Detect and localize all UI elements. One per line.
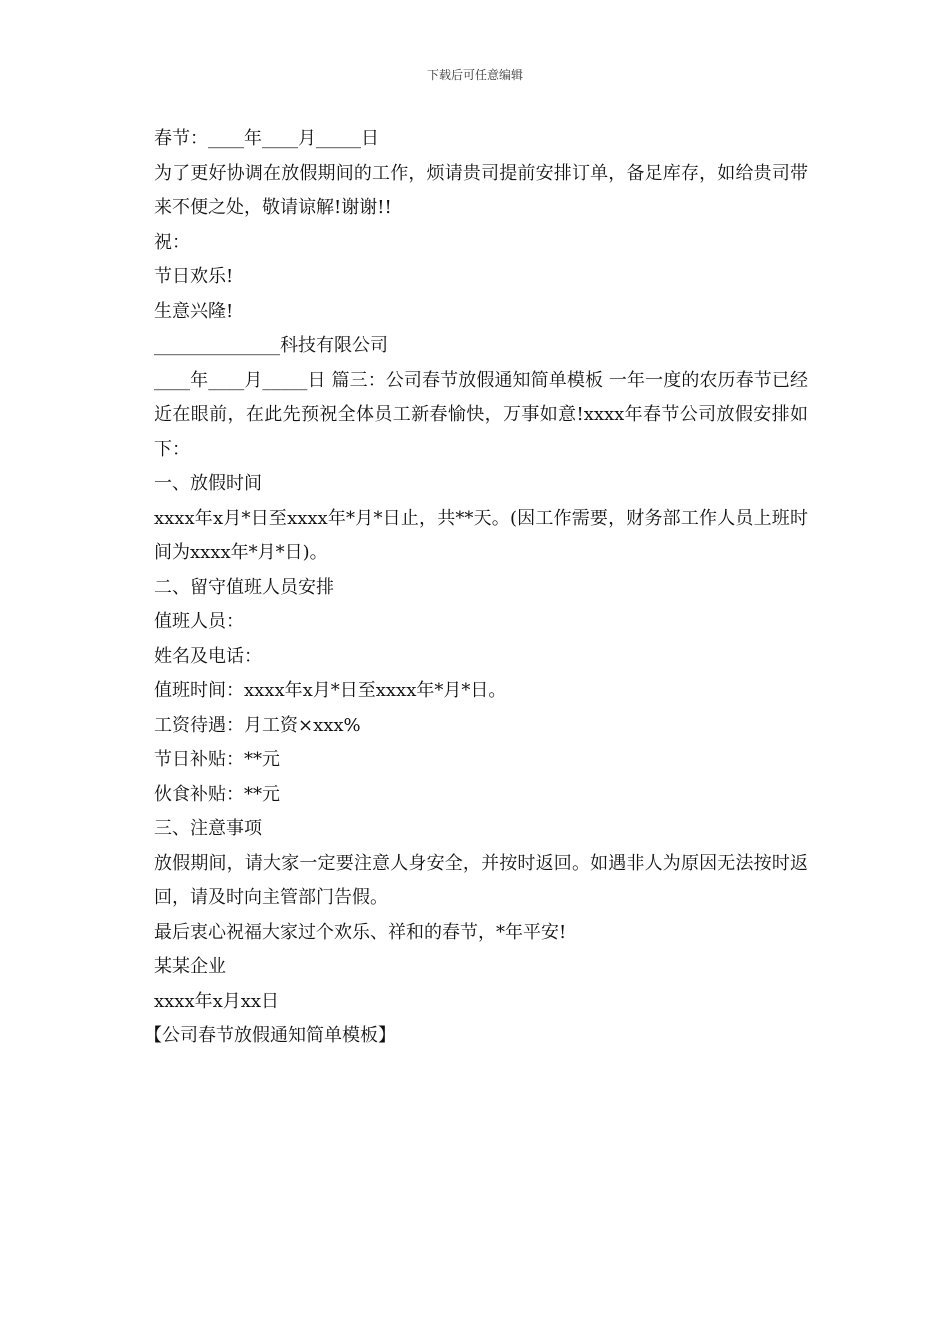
name-phone-line: 姓名及电话： <box>154 645 262 667</box>
salary-line: 工资待遇：月工资×xxx% <box>154 714 361 736</box>
signature-date: xxxx年x月xx日 <box>154 990 280 1012</box>
coordination-paragraph: 为了更好协调在放假期间的工作，烦请贵司提前安排订单，备足库存，如给贵司带来不便之处，敬请谅解!谢谢!! <box>154 162 808 218</box>
holiday-time-paragraph: xxxx年x月*日至xxxx年*月*日止，共**天。(因工作需要，财务部工作人员上班时间为xxxx年*月*日)。 <box>154 507 808 563</box>
section-heading-duty-staff: 二、留守值班人员安排 <box>154 576 334 598</box>
section-heading-notes: 三、注意事项 <box>154 818 262 839</box>
section-heading-holiday-time: 一、放假时间 <box>154 473 262 494</box>
wish-festival-line: 节日欢乐! <box>154 266 234 287</box>
meal-allowance-line: 伙食补贴：**元 <box>154 783 280 805</box>
duty-time-line: 值班时间：xxxx年x月*日至xxxx年*月*日。 <box>154 680 507 701</box>
document-title-footer: 【公司春节放假通知简单模板】 <box>144 1025 396 1046</box>
greeting-line: 祝： <box>154 231 190 253</box>
wish-business-line: 生意兴隆! <box>154 300 234 322</box>
company-signature-line: ______________科技有限公司 <box>154 335 388 356</box>
blessing-line: 最后衷心祝福大家过个欢乐、祥和的春节，*年平安! <box>154 921 567 943</box>
document-body <box>144 122 808 1054</box>
holiday-allowance-line: 节日补贴：**元 <box>154 749 280 770</box>
safety-paragraph: 放假期间，请大家一定要注意人身安全，并按时返回。如遇非人为原因无法按时返回，请及时向主管部门告假。 <box>154 852 808 908</box>
template-three-paragraph: ____年____月_____日 篇三：公司春节放假通知简单模板 一年一度的农历春节已经近在眼前，在此先预祝全体员工新春愉快，万事如意!xxxx年春节公司放假安排如下： <box>154 369 808 460</box>
spring-festival-date-line: 春节：____年____月_____日 <box>154 128 379 149</box>
duty-staff-line: 值班人员： <box>154 611 244 632</box>
page-header-note: 下载后可任意编辑 <box>426 68 523 82</box>
enterprise-signature: 某某企业 <box>154 956 226 977</box>
